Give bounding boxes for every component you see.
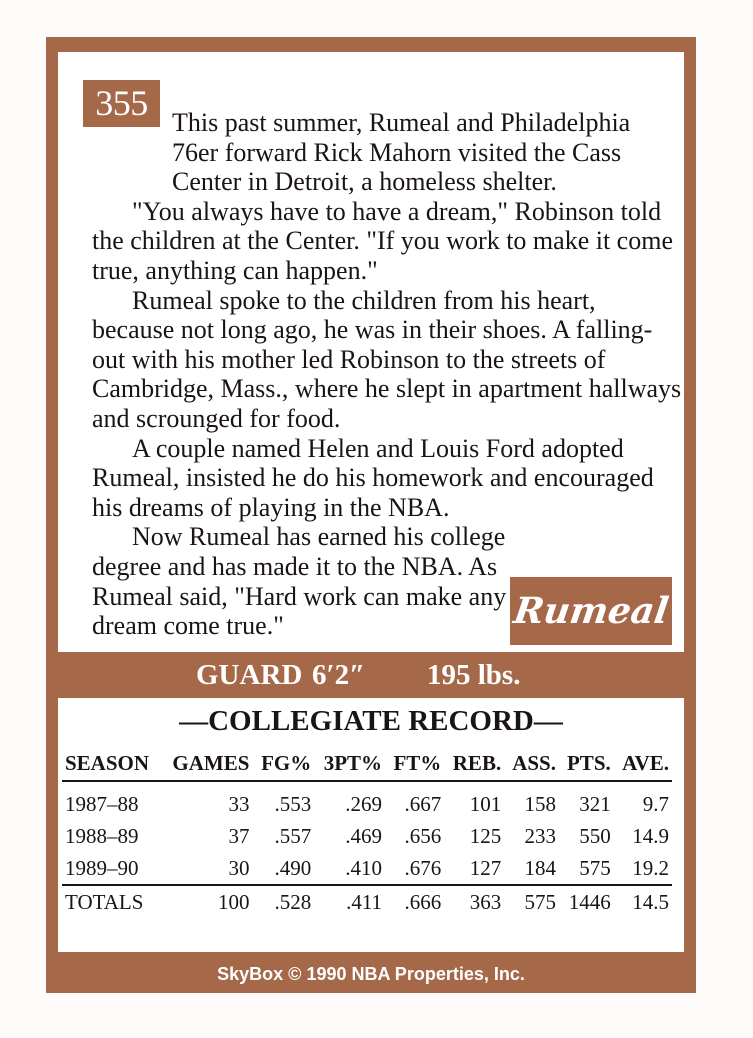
signature-logo [510,577,672,645]
column-header: FT% [385,746,444,781]
table-cell: 37 [228,823,250,848]
column-header: 3PT% [314,746,385,781]
table-cell: 1989–90 [65,855,139,880]
table-cell: .469 [345,823,383,848]
table-cell: 33 [228,791,250,816]
table-cell: .490 [274,855,312,880]
table-cell: 14.5 [614,885,672,918]
record-title: —COLLEGIATE RECORD— [179,705,563,737]
card-number: 355 [83,80,160,127]
story-paragraph: Rumeal spoke to the children from his heart, because not long ago, he was in their shoes. A falling-out with his mother led Robinson to the streets of Cambridge, Mass., where he slept in apartment hallways and scrounged for food. [92,285,682,433]
table-cell: .269 [345,791,383,816]
column-header: FG% [252,746,314,781]
column-header: GAMES [161,746,252,781]
table-cell: .528 [252,885,314,918]
table-cell: 125 [469,823,502,848]
table-cell: 1988–89 [65,823,139,848]
table-cell: .656 [404,823,442,848]
table-cell: .666 [385,885,444,918]
player-weight: 195 lbs. [427,659,521,691]
table-cell: 30 [228,855,250,880]
table-header-row [62,746,672,781]
player-height: 6′2″ [312,659,366,691]
table-cell: .410 [345,855,383,880]
copyright-line: SkyBox © 1990 NBA Properties, Inc. [217,964,525,984]
table-cell: 100 [161,885,252,918]
table-cell: 158 [524,791,556,816]
table-cell: .676 [404,855,442,880]
table-cell: .557 [274,823,312,848]
column-header: REB. [444,746,504,781]
table-cell: 101 [469,791,502,816]
collegiate-record-table [62,746,672,918]
column-header: ASS. [504,746,559,781]
table-cell: 363 [444,885,504,918]
table-cell: .667 [404,791,442,816]
table-cell: 9.7 [642,791,669,816]
story-paragraph: "You always have to have a dream," Robinson told the children at the Center. "If you work to make it come true, anything can happen." [92,196,673,285]
column-header: SEASON [62,746,161,781]
table-cell: 127 [469,855,502,880]
table-row [62,852,672,885]
story-paragraph: A couple named Helen and Louis Ford adopted Rumeal, insisted he do his homework and encouraged his dreams of playing in the NBA. [92,433,654,522]
table-row [62,781,672,820]
totals-row [62,885,672,918]
signature-text: Rumeal [511,590,671,632]
table-cell: 550 [579,823,611,848]
player-position: GUARD [196,659,303,691]
table-cell: 1446 [559,885,614,918]
story-paragraph: This past summer, Rumeal and Philadelphia 76er forward Rick Mahorn visited the Cass Center in Detroit, a homeless shelter. [172,108,631,197]
column-header: AVE. [614,746,672,781]
table-cell: 1987–88 [65,791,139,816]
column-header: PTS. [559,746,614,781]
table-cell: .553 [274,791,312,816]
table-cell: 575 [579,855,611,880]
table-cell: 19.2 [632,855,669,880]
table-cell: 321 [579,791,611,816]
player-info-bar [46,652,696,698]
table-cell: 14.9 [632,823,669,848]
story-paragraph: Now Rumeal has earned his college degree and has made it to the NBA. As Rumeal said, "Hard work can make any dream come true." [92,522,507,641]
table-cell: .411 [314,885,385,918]
story-text [92,108,682,641]
table-cell: 184 [524,855,556,880]
table-cell: 575 [504,885,559,918]
table-cell: 233 [524,823,556,848]
table-cell: TOTALS [62,885,161,918]
table-row [62,820,672,852]
